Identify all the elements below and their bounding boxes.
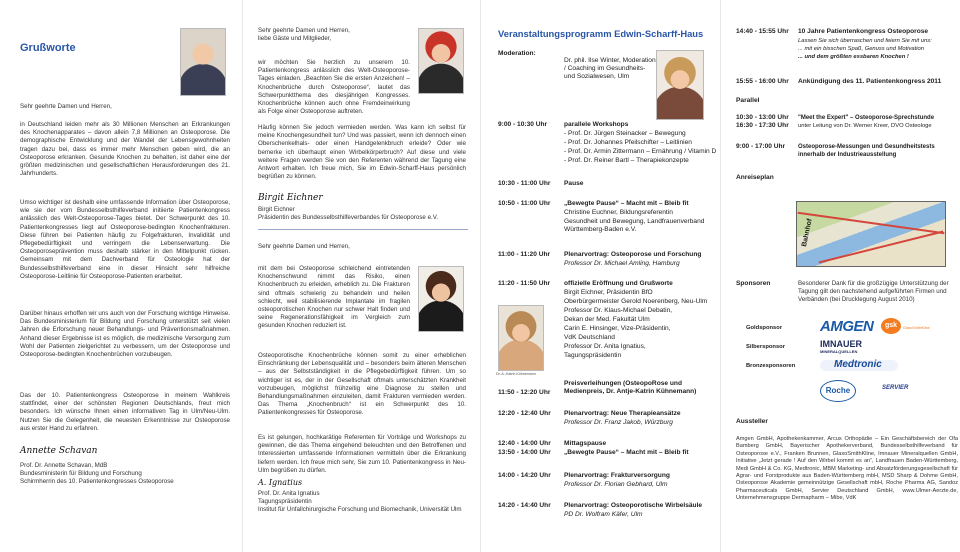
signatory-name: Birgit Eichner: [258, 206, 295, 213]
session-line: Lassen Sie sich überraschen und feiern Sie mit uns:: [798, 38, 932, 44]
time-slot: 10:50 - 11:00 Uhr: [498, 200, 551, 207]
session-line: Gesundheit und Bewegung, Landfrauenverband Württemberg-Baden e.V.: [564, 218, 705, 234]
time-slot: 16:30 - 17:30 Uhr: [736, 122, 789, 129]
medtronic-logo: Medtronic: [820, 360, 898, 371]
time-slot: 10:30 - 11:00 Uhr: [498, 180, 551, 187]
time-slot: 15:55 - 16:00 Uhr: [736, 78, 789, 85]
imnauer-logo-sub: MINERALQUELLEN: [820, 349, 858, 354]
gold-sponsor-label: Goldsponsor: [746, 325, 783, 331]
time-slot: 9:00 - 10:30 Uhr: [498, 121, 548, 128]
session-line: Dekan der Med. Fakultät Ulm: [564, 316, 650, 323]
time-slot: 11:20 - 11:50 Uhr: [498, 280, 551, 287]
paragraph: Osteoporotische Knochenbrüche können somit zu einer erheblichen Einschränkung der Lebensqualität und – besonders beim älteren Menschen – aus der Selbstständigkeit in die Pflegebedürftigkeit führen. Um so wichtiger ist es, der in der Gesellschaft oftmals unterschätzten Krankheit vorzubeugen, möglichst frühzeitig eine Diagnose zu stellen und Behandlungsmaßnahmen einzuleiten, damit Frakturen vermieden werden. Das Thema „Knochenbruch“ ist ein Schwerpunkt des 10. Patientenkongresses für Osteoporose.: [258, 352, 466, 417]
handwritten-signature: Birgit Eichner: [258, 193, 323, 203]
silver-sponsor-label: Silbersponsor: [746, 344, 785, 350]
salutation: Sehr geehrte Damen und Herren,: [20, 103, 112, 110]
exhibitors-list: Amgen GmbH, Apothekenkammer, Arcus Orthopädie – Ein Geschäftsbereich der Ofa Bamberg GmbH, Bayerischer Apothekerverband, Bundesselbsthilfeverband für Osteoporose e.V., Franken Brunnen, GlaxoSmithKline, Imnauer Mineralquellen GmbH, Initiative „Jetzt gerade ! Auf den Wirbel kommt es an“, Landfrauen Baden-Württemberg, Medi GmbH & Co. KG, Medtronic, MBM Marketing- und Absatzförderungsgesellschaft für Agrar- und Forstprodukte aus Baden-Württemberg mbH, MSD Sharp & Dohme GmbH, Osteoporose Akademie gemeinnützige Gesellschaft mbH, Roche Pharma AG, Sandoz Pharmaceuticals GmbH, Servier Deutschland GmbH, www.Ulmer-Aerzte.de, Unternehmensgruppe Dermapharm – Mibe, VdK: [736, 436, 958, 502]
signatory-role: Institut für Unfallchirurgische Forschung und Biomechanik, Universität Ulm: [258, 506, 462, 513]
portrait-photo: [498, 305, 544, 371]
session-line: innerhalb der Industrieausstellung: [798, 152, 897, 158]
time-slot: 12:40 - 14:00 Uhr: [498, 440, 551, 447]
time-slot: 14:00 - 14:20 Uhr: [498, 472, 551, 479]
time-slot: 11:00 - 11:20 Uhr: [498, 251, 551, 258]
session-line: - Prof. Dr. Jürgen Steinacker – Bewegung: [564, 130, 686, 137]
session-title: Plenarvortrag: Osteoporose und Forschung: [564, 251, 702, 258]
signatory-name: Prof. Dr. Anita Ignatius: [258, 490, 320, 497]
salutation: Sehr geehrte Damen und Herren,: [258, 27, 350, 34]
time-slot: 12:20 - 12:40 Uhr: [498, 410, 551, 417]
portrait-photo: [418, 266, 464, 332]
session-line: ... mit ein bisschen Spaß, Genuss und Motivation: [798, 46, 924, 52]
paragraph: in Deutschland leiden mehr als 30 Millionen Menschen an Erkrankungen des Knochenapparates – davon allein 7,8 Millionen an Osteoporose. Die demographische Entwicklung und der Wandel der Lebensgewohnheiten tragen dazu bei, dass es immer mehr Menschen geben wird, die an Osteoporose erkranken. Gesunde Knochen zu behalten, ist daher eine der größten medizinischen und gesellschaftlichen Herausforderungen des 21. Jahrhunderts.: [20, 121, 230, 178]
amgen-logo: AMGEN: [820, 318, 874, 335]
speaker-line: Professor Dr. Michael Amling, Hamburg: [564, 260, 680, 267]
gsk-logo: gsk: [881, 318, 901, 334]
time-slot: 9:00 - 17:00 Uhr: [736, 143, 786, 150]
session-line: ... und dem größten essbaren Knochen !: [798, 54, 909, 60]
paragraph: mit dem bei Osteoporose schleichend eintretenden Knochenschwund nimmt das Risiko, einen Knochenbruch zu erleiden, erheblich zu. Die Frakturen sind oftmals schwierig zu behandeln und heilen schlecht, weil stabilisierende Implantate im fragilen osteoporotischen Knochen nur schwer Halt finden und seine Regenerationsfähigkeit im Vergleich zum gesunden Knochen reduziert ist.: [258, 265, 410, 330]
time-slot: 11:50 - 12:20 Uhr: [498, 389, 551, 396]
session-title: Pause: [564, 180, 584, 187]
bronze-sponsor-label: Bronzesponsoren: [746, 363, 796, 369]
imnauer-logo: IMNAUER: [820, 339, 862, 349]
portrait-photo: [180, 28, 226, 96]
section-title: Grußworte: [20, 42, 76, 54]
session-line: - Prof. Dr. Armin Zittermann – Ernährung / Vitamin D: [564, 148, 717, 155]
divider: [258, 229, 468, 230]
session-title: Plenarvortrag: Neue Therapieansätze: [564, 410, 681, 417]
paragraph: Das der 10. Patientenkongress Osteoporose in meinem Wahlkreis stattfindet, einer der schönsten Regionen Deutschlands, freut mich besonders. Ich wünsche Ihnen einen informativen Tag in Ulm/Neu-Ulm. Nutzen Sie die Gelegenheit, die neuesten Erkenntnisse zur Osteoporose aus erster Hand zu erfahren.: [20, 392, 230, 432]
speaker-line: PD Dr. Wolfram Käfer, Ulm: [564, 511, 643, 518]
speaker-line: Professor Dr. Franz Jakob, Würzburg: [564, 419, 673, 426]
directions-map: [796, 201, 946, 267]
session-title: Preisverleihungen (OsteopoRose und Medienpreis, Dr. Antje-Katrin Kühnemann): [564, 380, 697, 396]
session-line: - Prof. Dr. Reiner Bartl – Therapiekonzepte: [564, 157, 689, 164]
paragraph: Häufig können Sie jedoch vermieden werden. Was kann ich selbst für meine Knochengesundheit tun? Und was passiert, wenn ich dennoch einen Oberschenkelhals- oder einen Handgelenkbruch erleide? Oder wie bemerke ich überhaupt einen Wirbelkörperbruch? Auf diese und viele weitere Fragen werden Sie von den Referenten während der Tagung eine Antwort erhalten. Ich freue mich, Sie im Edwin-Scharff-Haus persönlich begrüßen zu können.: [258, 124, 466, 181]
program-title: Veranstaltungsprogramm Edwin-Scharff-Haus: [498, 28, 704, 39]
session-line: VdK Deutschland: [564, 334, 615, 341]
column-program-sponsors: [720, 0, 960, 552]
salutation: liebe Gäste und Mitglieder,: [258, 35, 332, 42]
column-program: [480, 0, 720, 552]
session-title: Mittagspause: [564, 440, 607, 447]
map-label: Anreiseplan: [736, 174, 774, 181]
sponsors-label: Sponsoren: [736, 280, 771, 287]
session-title: offizielle Eröffnung und Grußworte: [564, 280, 673, 287]
portrait-photo: [656, 50, 704, 120]
moderation-text: Dr. phil. Ilse Winter, Moderation / Coaching im Gesundheits- und Sozialwesen, Ulm: [564, 56, 656, 80]
time-slot: 14:40 - 15:55 Uhr: [736, 28, 789, 35]
map-road: [798, 212, 945, 235]
session-title: „Bewegte Pause“ – Macht mit – Bleib fit: [564, 200, 689, 207]
column-greetings-schavan: [0, 0, 242, 552]
paragraph: wir möchten Sie herzlich zu unserem 10. Patientenkongress anlässlich des Welt-Osteoporose-Tages einladen. „Beachten Sie die ersten Anzeichen! – Knochenbrüche durch Osteoporose“, lautet das Schwerpunktthema des diesjährigen Kongresses. Knochenbrüche können auch ohne Fremdeinwirkung als Folge einer Osteoporose auftreten.: [258, 59, 410, 116]
map-road: [819, 231, 944, 264]
session-title: 10 Jahre Patientenkongress Osteoporose: [798, 28, 929, 35]
session-line: Professor Dr. Klaus-Michael Debatin,: [564, 307, 673, 314]
time-slot: 10:30 - 13:00 Uhr: [736, 114, 789, 121]
session-line: Carin E. Hinsinger, Vize-Präsidentin,: [564, 325, 671, 332]
session-line: - Prof. Dr. Johannes Pfeilschifter – Leitlinien: [564, 139, 692, 146]
signatory-role: Schirmherrin des 10. Patientenkongresses Osteoporose: [20, 478, 174, 485]
gsk-logo-text: GlaxoSmithKline: [903, 326, 930, 330]
signatory-role: Tagungspräsidentin: [258, 498, 312, 505]
session-line: Oberbürgermeister Gerold Noerenberg, Neu-Ulm: [564, 298, 708, 305]
speaker-line: Professor Dr. Florian Gebhard, Ulm: [564, 481, 668, 488]
portrait-photo: [418, 28, 464, 94]
map-station-label: Bahnhof: [801, 218, 814, 248]
signatory-name: Prof. Dr. Annette Schavan, MdB: [20, 462, 108, 469]
session-title: parallele Workshops: [564, 121, 629, 128]
time-slot: 14:20 - 14:40 Uhr: [498, 502, 551, 509]
session-title: "Meet the Expert" – Osteoporose-Sprechstunde: [798, 115, 935, 121]
time-slot: 13:50 - 14:00 Uhr: [498, 449, 551, 456]
salutation: Sehr geehrte Damen und Herren,: [258, 243, 350, 250]
handwritten-signature: Annette Schavan: [20, 446, 98, 456]
handwritten-signature: A. Ignatius: [258, 478, 303, 487]
paragraph: Darüber hinaus erhoffen wir uns auch von der Forschung wichtige Hinweise. Das Bundesministerium für Bildung und Forschung unterstützt seit vielen Jahren die Erforschung neuer Behandlungs- und Präventionsmaßnahmen. Anhand dieser Ergebnisse ist es möglich, die medizinische Versorgung zum Wohl der Patienten zielgerichtet zu verbessern, um der Osteoporose und Osteoporose-bedingten Knochenbrüchen vorzubeugen.: [20, 310, 230, 359]
moderation-label: Moderation:: [498, 50, 536, 57]
column-greetings-eichner-ignatius: [242, 0, 480, 552]
signatory-role: Präsidentin des Bundesselbsthilfeverbandes für Osteoporose e.V.: [258, 214, 439, 221]
exhibitors-label: Aussteller: [736, 418, 768, 425]
sponsors-text: Besonderer Dank für die großzügige Unterstützung der Tagung gilt den nachstehend aufgeführten Firmen und Verbänden (bei Drucklegung August 2010): [798, 280, 949, 304]
session-title: Plenarvortrag: Frakturversorgung: [564, 472, 670, 479]
session-line: unter Leitung von Dr. Werner Kreer, DVO Osteologe: [798, 123, 932, 129]
session-title: Plenarvortrag: Osteoporotische Wirbelsäule: [564, 502, 703, 509]
session-line: Christine Euchner, Bildungsreferentin: [564, 209, 673, 216]
photo-caption: Dr. A.-Katrin Kühnemann: [496, 372, 536, 376]
session-title: „Bewegte Pause“ – Macht mit – Bleib fit: [564, 449, 689, 456]
paragraph: Umso wichtiger ist deshalb eine umfassende Information über Osteoporose, wie sie der vom Bundesselbsthilfeverband initiierte Patientenkongress anlässlich des Welt-Osteoporose-Tages bietet. Der Schwerpunkt des 10. Patientenkongresses liegt auf Osteoporose-bedingten Knochenfrakturen. Diese führen bei Patienten häufig zu Folgefrakturen, Invalidität und Pflegebedürftigkeit und verringern die Lebenserwartung. Die Osteoporoseprävention muss deshalb stärker in den Mittelpunkt rücken. Gemeinsam mit dem Dachverband für Osteologie hat der Bundesselbsthilfeverband eine in dieser Hinsicht sehr hilfreiche Osteoporose-Leitlinie für Osteoporose-Patienten erarbeitet.: [20, 199, 230, 280]
signatory-role: Bundesministerin für Bildung und Forschung: [20, 470, 142, 477]
session-line: Professor Dr. Anita Ignatius,: [564, 343, 646, 350]
paragraph: Es ist gelungen, hochkarätige Referenten für Vorträge und Workshops zu gewinnen, die das Thema eingehend beleuchten und den Betroffenen und Interessierten umfassende Informationen vermitteln über die Erkrankung liefern werden. Ich freue mich sehr, Sie zum 10. Patientenkongress in Neu-Ulm begrüßen zu dürfen.: [258, 434, 466, 474]
session-line: Tagungspräsidentin: [564, 352, 622, 359]
session-title: Osteoporose-Messungen und Gesundheitstests: [798, 144, 935, 150]
session-line: Birgit Eichner, Präsidentin BfO: [564, 289, 653, 296]
roche-logo: Roche: [820, 380, 856, 402]
session-title: Ankündigung des 11. Patientenkongress 2011: [798, 78, 942, 85]
servier-logo: SERVIER: [882, 385, 909, 391]
time-slot: Parallel: [736, 97, 760, 104]
